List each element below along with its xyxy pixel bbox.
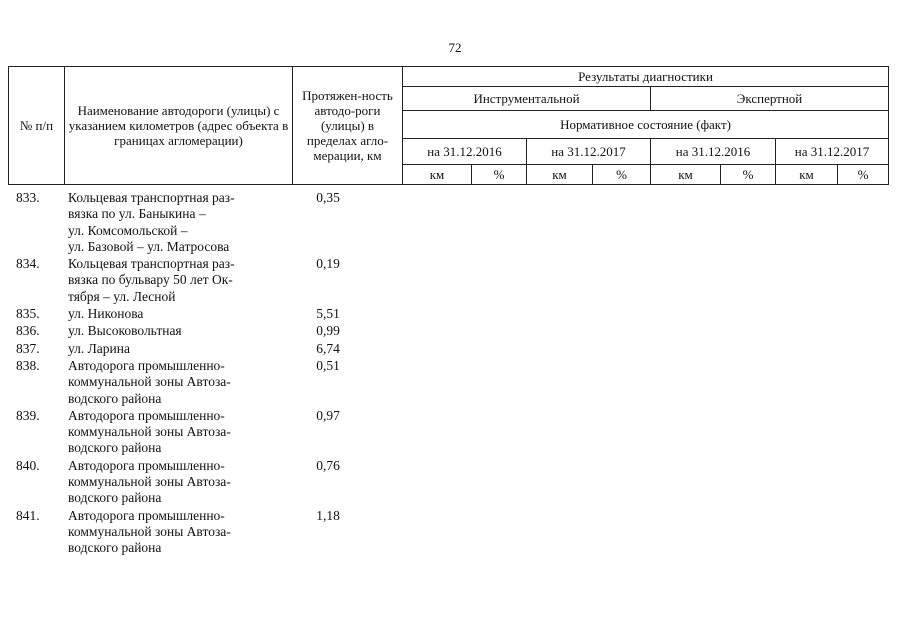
road-name: Автодорога промышленно- коммунальной зоны Автоза- водского района — [68, 407, 231, 456]
road-length: 0,51 — [316, 357, 340, 373]
row-number: 834. — [16, 256, 40, 272]
table-row — [8, 458, 408, 507]
road-length: 6,74 — [316, 340, 340, 356]
road-name: Автодорога промышленно- коммунальной зоны Автоза- водского района — [68, 457, 231, 506]
table-row — [8, 408, 408, 457]
road-name: ул. Высоковольтная — [68, 323, 182, 339]
road-length: 1,18 — [316, 507, 340, 523]
road-name: ул. Никонова — [68, 306, 144, 322]
page-number: 72 — [448, 40, 462, 55]
header-length: Протяжен-ность автодо-роги (улицы) в пределах агло-мерации, км — [293, 67, 403, 185]
header-name: Наименование автодороги (улицы) с указанием километров (адрес объекта в границах агломерации) — [65, 67, 293, 185]
road-length: 0,76 — [316, 457, 340, 473]
header-results: Результаты диагностики — [403, 67, 889, 87]
road-length: 0,97 — [316, 407, 340, 423]
road-name: Кольцевая транспортная раз- вязка по бульвару 50 лет Ок- тября – ул. Лесной — [68, 256, 235, 304]
road-name: Кольцевая транспортная раз- вязка по ул. Баныкина – ул. Комсомольской – ул. Базовой – ул. Матросова — [68, 190, 235, 254]
table-row — [8, 256, 408, 305]
header-unit: км — [651, 165, 721, 185]
table-row — [8, 190, 408, 255]
table-row — [8, 306, 408, 322]
header-date: на 31.12.2017 — [776, 139, 889, 165]
row-number: 839. — [16, 407, 40, 423]
table-row — [8, 341, 408, 357]
table-body — [8, 190, 408, 558]
road-length: 0,19 — [316, 256, 340, 272]
table-row — [8, 508, 408, 557]
header-unit: % — [721, 165, 776, 185]
header-date: на 31.12.2016 — [651, 139, 776, 165]
row-number: 840. — [16, 457, 40, 473]
road-length: 5,51 — [316, 306, 340, 322]
row-number: 841. — [16, 507, 40, 523]
header-date: на 31.12.2016 — [403, 139, 527, 165]
road-name: Автодорога промышленно- коммунальной зоны Автоза- водского района — [68, 357, 231, 406]
road-length: 0,35 — [316, 190, 340, 205]
header-instrumental: Инструментальной — [403, 87, 651, 111]
header-unit: км — [527, 165, 593, 185]
header-unit: км — [776, 165, 838, 185]
header-num: № п/п — [9, 67, 65, 185]
table-header — [8, 66, 889, 185]
row-number: 836. — [16, 323, 40, 339]
road-name: Автодорога промышленно- коммунальной зоны Автоза- водского района — [68, 507, 231, 556]
header-date: на 31.12.2017 — [527, 139, 651, 165]
header-unit: % — [838, 165, 889, 185]
row-number: 835. — [16, 306, 40, 322]
header-unit: % — [593, 165, 651, 185]
header-unit: % — [472, 165, 527, 185]
row-number: 837. — [16, 340, 40, 356]
row-number: 833. — [16, 190, 40, 205]
header-expert: Экспертной — [651, 87, 889, 111]
table-row — [8, 358, 408, 407]
header-normative: Нормативное состояние (факт) — [403, 111, 889, 139]
row-number: 838. — [16, 357, 40, 373]
road-name: ул. Ларина — [68, 340, 130, 356]
header-unit: км — [403, 165, 472, 185]
table-row — [8, 323, 408, 339]
road-length: 0,99 — [316, 323, 340, 339]
